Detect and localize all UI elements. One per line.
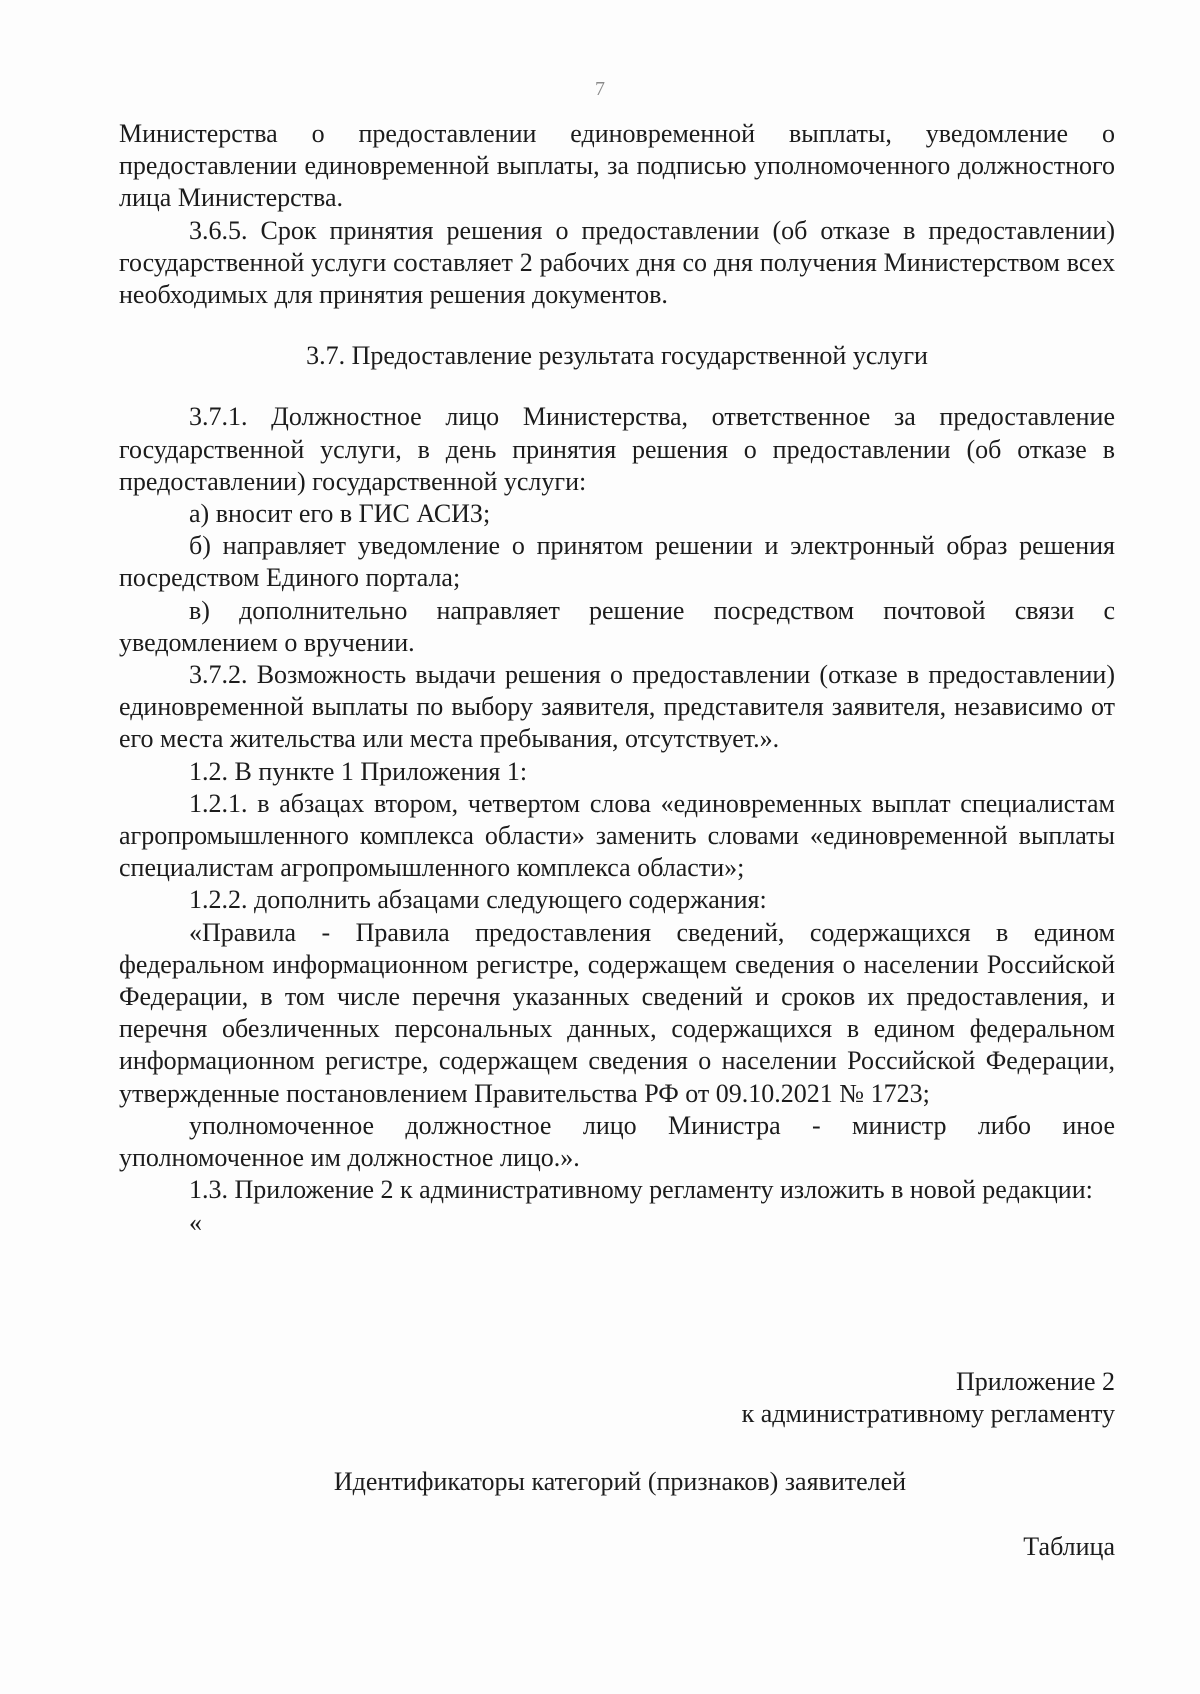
paragraph-1-2-1: 1.2.1. в абзацах втором, четвертом слова «единовременных выплат специалистам агропромышленного комплекса области» заменить словами «единовременной выплаты специалистам агропромышленного комплекса области»; [119, 788, 1115, 883]
paragraph-3-7-2: 3.7.2. Возможность выдачи решения о предоставлении (отказе в предоставлении) единовременной выплаты по выбору заявителя, представителя заявителя, независимо от его места жительства или места пребывания, отсутствует.». [119, 660, 1115, 754]
table-title: Идентификаторы категорий (признаков) заявителей [333, 1467, 907, 1496]
list-item-v: в) дополнительно направляет решение посредством почтовой связи с уведомлением о вручении. [119, 595, 1115, 657]
paragraph-3-6-5: 3.6.5. Срок принятия решения о предоставлении (об отказе в предоставлении) государственной услуги составляет 2 рабочих дня со дня получения Министерством всех необходимых для принятия решения документов. [119, 215, 1115, 310]
page-number: 7 [595, 78, 605, 100]
annex-subtitle: к административному регламенту [741, 1399, 1115, 1429]
paragraph-rules-definition: «Правила - Правила предоставления сведений, содержащихся в едином федеральном информационном регистре, содержащем сведения о населении Российской Федерации, в том числе перечня указанных сведений и сроков их предоставления, и перечня обезличенных персональных данных, содержащихся в едином федеральном информационном регистре, содержащем сведения о населении Российской Федерации, утвержденные постановлением Правительства РФ от 09.10.2021 № 1723; [119, 917, 1115, 1108]
paragraph-official-definition: уполномоченное должностное лицо Министра - министр либо иное уполномоченное им должностное лицо.». [119, 1110, 1115, 1173]
list-item-b: б) направляет уведомление о принятом решении и электронный образ решения посредством Единого портала; [119, 531, 1115, 593]
opening-quote-mark: « [189, 1207, 202, 1237]
document-body [119, 118, 1115, 1239]
paragraph-continuation: Министерства о предоставлении единовременной выплаты, уведомление о предоставлении единовременной выплаты, за подписью уполномоченного должностного лица Министерства. [119, 119, 1115, 213]
annex-title: Приложение 2 [955, 1367, 1115, 1396]
paragraph-1-2-2: 1.2.2. дополнить абзацами следующего содержания: [189, 885, 767, 915]
section-heading-3-7: 3.7. Предоставление результата государственной услуги [306, 341, 928, 371]
paragraph-1-2: 1.2. В пункте 1 Приложения 1: [189, 756, 528, 786]
paragraph-1-3: 1.3. Приложение 2 к административному регламенту изложить в новой редакции: [189, 1175, 1093, 1205]
list-item-a: а) вносит его в ГИС АСИЗ; [189, 499, 491, 529]
paragraph-3-7-1: 3.7.1. Должностное лицо Министерства, ответственное за предоставление государственной услуги, в день принятия решения о предоставлении (об отказе в предоставлении) государственной услуги: [119, 402, 1115, 496]
annex-header [742, 1366, 1115, 1430]
table-label: Таблица [1023, 1532, 1115, 1561]
